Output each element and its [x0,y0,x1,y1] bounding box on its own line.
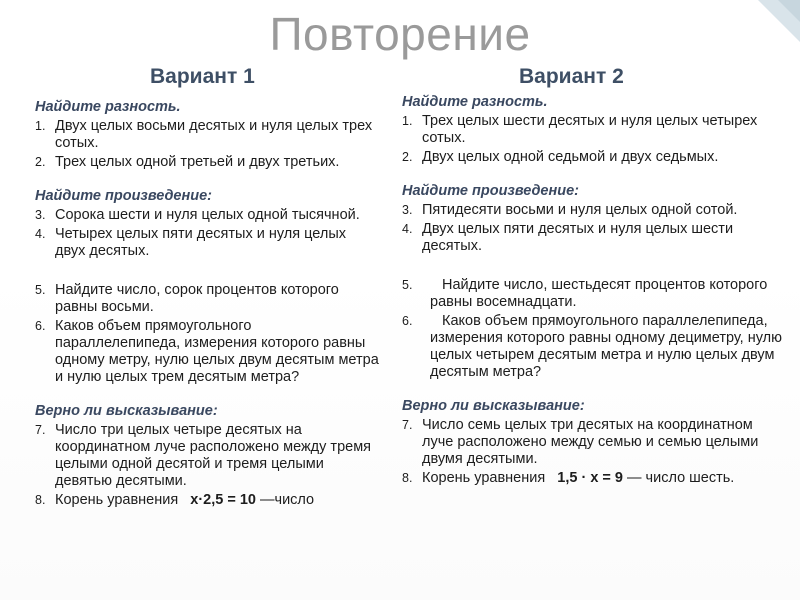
v2-item-2 [402,149,782,166]
v2-item-5 [402,277,782,311]
v2-item-4-number: 4. [402,222,413,236]
v2-item-1-text: Трех целых шести десятых и нуля целых четырех сотых. [422,113,758,146]
v2-item-3 [402,202,782,219]
v2-item-7 [402,417,782,468]
v2-item-4-text: Двух целых пяти десятых и нуля целых шести десятых. [422,221,734,254]
v2-item-1-number: 1. [402,114,413,128]
v1-item-2 [35,154,380,171]
v1-item-2-number: 2. [35,155,46,169]
v1-item-5 [35,282,380,316]
v2-item-6-number: 6. [402,314,413,328]
v2-item-2-text: Двух целых одной седьмой и двух седьмых. [422,149,719,165]
v1-item-6-text: Каков объем прямоугольного параллелепипеда, измерения которого равны одному метру, нулю целых двум десятым метра и нулю целых трем десятым метра? [55,318,379,385]
v2-item-8 [402,470,782,487]
v1-item-2-text: Трех целых одной третьей и двух третьих. [55,154,340,170]
v2-item-6-text: Каков объем прямоугольного параллелепипеда, измерения которого равны одному дециметру, нулю целых четырем десятым метра и нулю целых двум десятым метра? [430,313,783,380]
v2-item-6 [402,313,782,381]
v1-item-1-number: 1. [35,119,46,133]
v2-section-difference: Найдите разность. [402,94,548,110]
page-title: Повторение [269,8,531,60]
v2-item-3-number: 3. [402,203,413,217]
v2-item-7-text: Число семь целых три десятых на координатном луче расположено между семью и семью целыми двумя десятыми. [422,417,759,467]
v2-item-1 [402,113,782,147]
v2-item-2-number: 2. [402,150,413,164]
v1-item-8 [35,492,380,509]
v1-item-8-equation: х·2,5 = 10 [190,492,256,508]
v1-item-7-number: 7. [35,423,46,437]
v1-item-3 [35,207,380,224]
v1-item-5-number: 5. [35,283,46,297]
v1-item-4 [35,226,380,260]
v1-item-8-tail: —число [260,492,315,508]
v1-item-6-number: 6. [35,319,46,333]
v1-item-3-text: Сорока шести и нуля целых одной тысячной. [55,207,360,223]
v2-item-8-equation: 1,5 · х = 9 [557,470,623,486]
v2-section-statement: Верно ли высказывание: [402,398,585,414]
variant2-heading: Вариант 2 [519,65,624,88]
v1-item-8-number: 8. [35,493,46,507]
v1-item-7 [35,422,380,490]
variant1-column [35,99,380,509]
v2-item-8-tail: — число шесть. [627,470,735,486]
v2-item-7-number: 7. [402,418,413,432]
v2-section-product: Найдите произведение: [402,183,580,199]
v2-item-5-text: Найдите число, шестьдесят процентов которого равны восемнадцати. [430,277,768,310]
variant2-column [402,94,782,487]
v2-item-8-text: Корень уравнения [422,470,546,486]
v2-item-3-text: Пятидесяти восьми и нуля целых одной сотой. [422,202,738,218]
v2-item-8-number: 8. [402,471,413,485]
variant1-heading: Вариант 1 [150,65,255,88]
v1-item-5-text: Найдите число, сорок процентов которого равны восьми. [55,282,339,315]
v1-item-4-number: 4. [35,227,46,241]
v2-item-4 [402,221,782,255]
v2-item-5-number: 5. [402,278,413,292]
v1-item-3-number: 3. [35,208,46,222]
v1-section-difference: Найдите разность. [35,99,181,115]
v1-item-1 [35,118,380,152]
v1-section-statement: Верно ли высказывание: [35,403,218,419]
v1-item-6 [35,318,380,386]
v1-section-product: Найдите произведение: [35,188,213,204]
v1-item-1-text: Двух целых восьми десятых и нуля целых трех сотых. [55,118,373,151]
v1-item-8-text: Корень уравнения [55,492,179,508]
v1-item-7-text: Число три целых четыре десятых на координатном луче расположено между тремя целыми одной десятой и тремя целыми девятью десятыми. [55,422,372,489]
v1-item-4-text: Четырех целых пяти десятых и нуля целых двух десятых. [55,226,346,259]
